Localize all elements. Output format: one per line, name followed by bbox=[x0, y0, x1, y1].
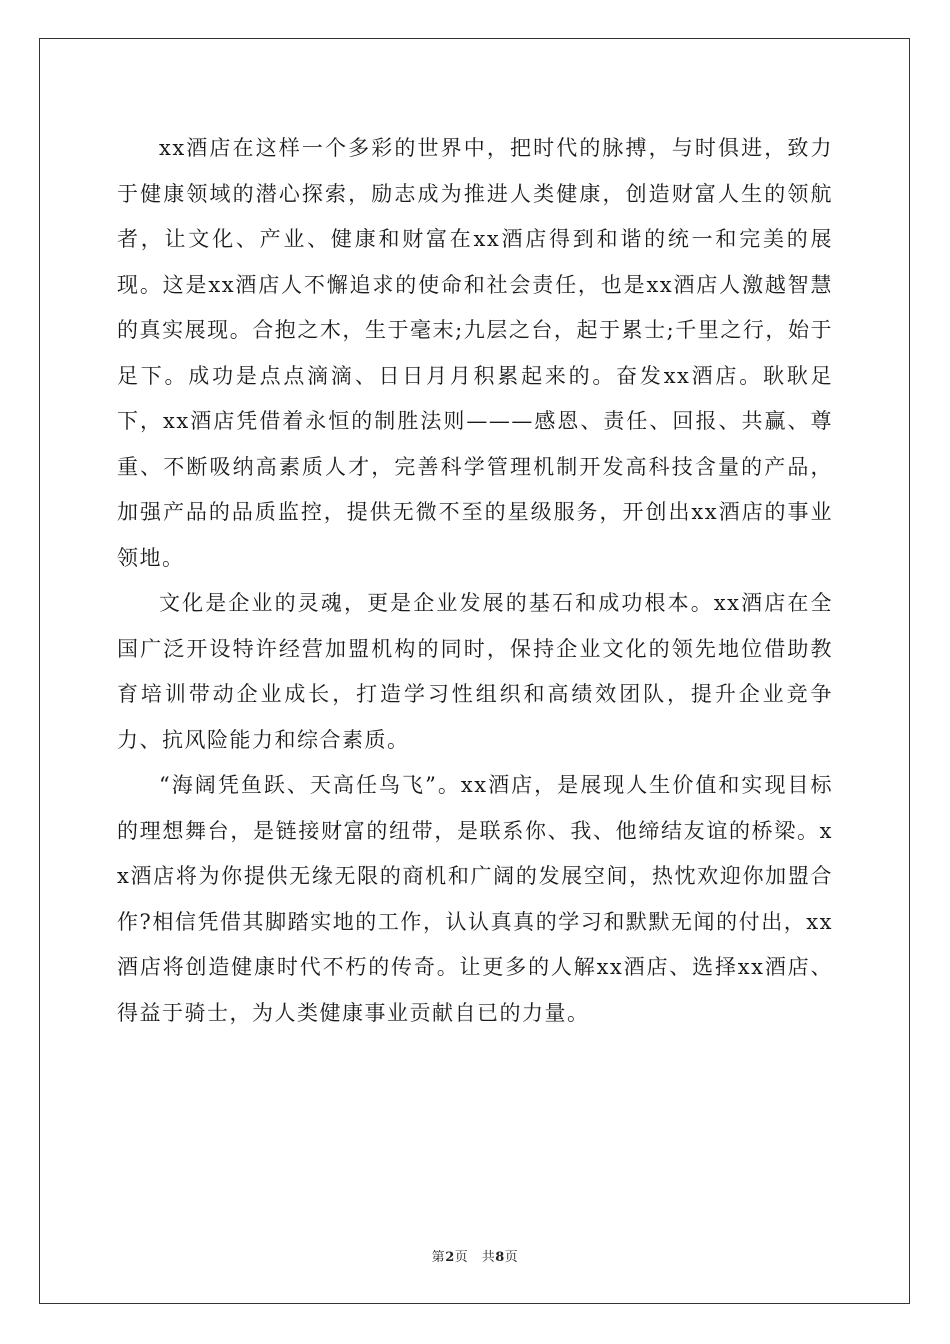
footer-page-prefix: 第 bbox=[431, 1250, 446, 1265]
footer-page-current: 2 bbox=[445, 1250, 455, 1265]
paragraph-2: 文化是企业的灵魂，更是企业发展的基石和成功根本。xx酒店在全国广泛开设特许经营加盟机构的同时，保持企业文化的领先地位借助教育培训带动企业成长，打造学习性组织和高绩效团队，提升企业竞争力、抗风险能力和综合素质。 bbox=[117, 591, 833, 752]
document-body bbox=[117, 126, 833, 1036]
footer-page-total: 8 bbox=[495, 1250, 505, 1265]
paragraph-3: “海阔凭鱼跃、天高任鸟飞”。xx酒店，是展现人生价值和实现目标的理想舞台，是链接财富的纽带，是联系你、我、他缔结友谊的桥梁。xx酒店将为你提供无缘无限的商机和广阔的发展空间，热忱欢迎你加盟合作?相信凭借其脚踏实地的工作，认认真真的学习和默默无闻的付出，xx酒店将创造健康时代不朽的传奇。让更多的人解xx酒店、选择xx酒店、得益于骑士，为人类健康事业贡献自已的力量。 bbox=[117, 773, 833, 1025]
footer-page-suffix: 页 bbox=[504, 1250, 519, 1265]
page-footer bbox=[0, 1246, 950, 1265]
paragraph-1: xx酒店在这样一个多彩的世界中，把时代的脉搏，与时俱进，致力于健康领域的潜心探索，励志成为推进人类健康，创造财富人生的领航者，让文化、产业、健康和财富在xx酒店得到和谐的统一和完美的展现。这是xx酒店人不懈追求的使命和社会责任，也是xx酒店人激越智慧的真实展现。合抱之木，生于毫末;九层之台，起于累士;千里之行，始于足下。成功是点点滴滴、日日月月积累起来的。奋发xx酒店。耿耿足下，xx酒店凭借着永恒的制胜法则———感恩、责任、回报、共赢、尊重、不断吸纳高素质人才，完善科学管理机制开发高科技含量的产品，加强产品的品质监控，提供无微不至的星级服务，开创出xx酒店的事业领地。 bbox=[117, 136, 833, 570]
footer-page-mid: 页 共 bbox=[454, 1250, 496, 1265]
